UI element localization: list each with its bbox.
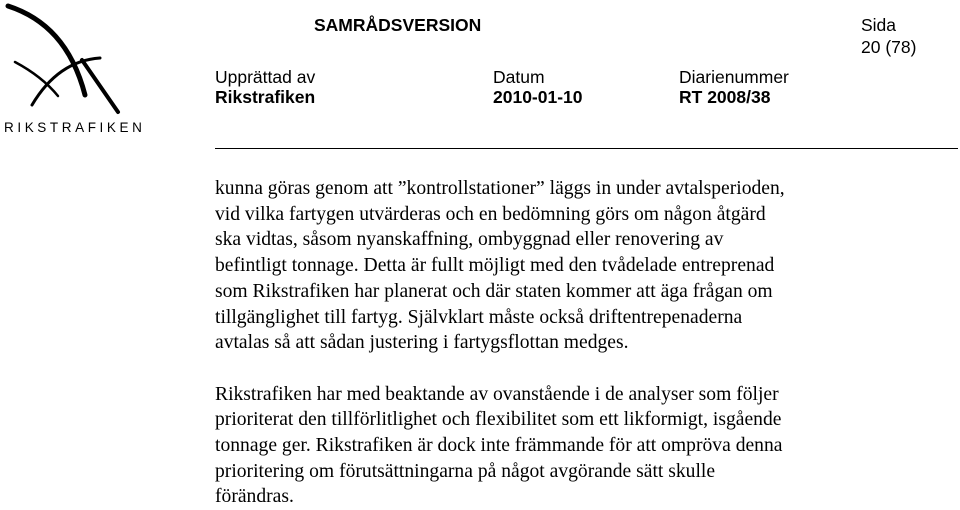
logo-mark-icon <box>0 0 140 120</box>
document-status: SAMRÅDSVERSION <box>314 15 482 35</box>
text-line: prioriterat den tillförlitlighet och flexibilitet som ett likformigt, isgående <box>215 409 782 431</box>
page-label: Sida <box>861 15 897 35</box>
rikstrafiken-logo <box>0 0 146 140</box>
text-line: ska vidtas, såsom nyanskaffning, ombyggnad eller renovering av <box>215 229 724 251</box>
text-line: tillgänglighet till fartyg. Självklart måste också driftentrepenaderna <box>215 306 743 328</box>
text-line: kunna göras genom att ”kontrollstationer” läggs in under avtalsperioden, <box>215 178 785 199</box>
text-line: Rikstrafiken har med beaktande av ovanstående i de analyser som följer <box>215 383 779 405</box>
author-label: Upprättad av <box>215 67 316 87</box>
registry-value: RT 2008/38 <box>679 87 771 107</box>
page-number: 20 (78) <box>861 37 917 57</box>
header-divider <box>215 148 958 149</box>
logo-wordmark: RIKSTRAFIKEN <box>4 120 146 135</box>
text-line: befintligt tonnage. Detta är fullt möjligt med den tvådelade entreprenad <box>215 255 775 277</box>
paragraph <box>215 382 915 510</box>
text-line: tonnage ger. Rikstrafiken är dock inte främmande för att ompröva denna <box>215 435 783 457</box>
text-line: prioritering om förutsättningarna på något avgörande sätt skulle <box>215 460 716 482</box>
date-label: Datum <box>493 67 545 87</box>
author-value: Rikstrafiken <box>215 87 316 107</box>
text-line: förändras. <box>215 486 294 508</box>
registry-label: Diarienummer <box>679 67 789 87</box>
paragraph <box>215 176 915 356</box>
text-line: som Rikstrafiken har planerat och där staten kommer att äga frågan om <box>215 280 773 302</box>
text-line: vid vilka fartygen utvärderas och en bedömning görs om någon åtgärd <box>215 203 766 225</box>
date-value: 2010-01-10 <box>493 87 583 107</box>
text-line: avtalas så att sådan justering i fartygsflottan medges. <box>215 332 629 354</box>
document-body <box>215 176 915 510</box>
